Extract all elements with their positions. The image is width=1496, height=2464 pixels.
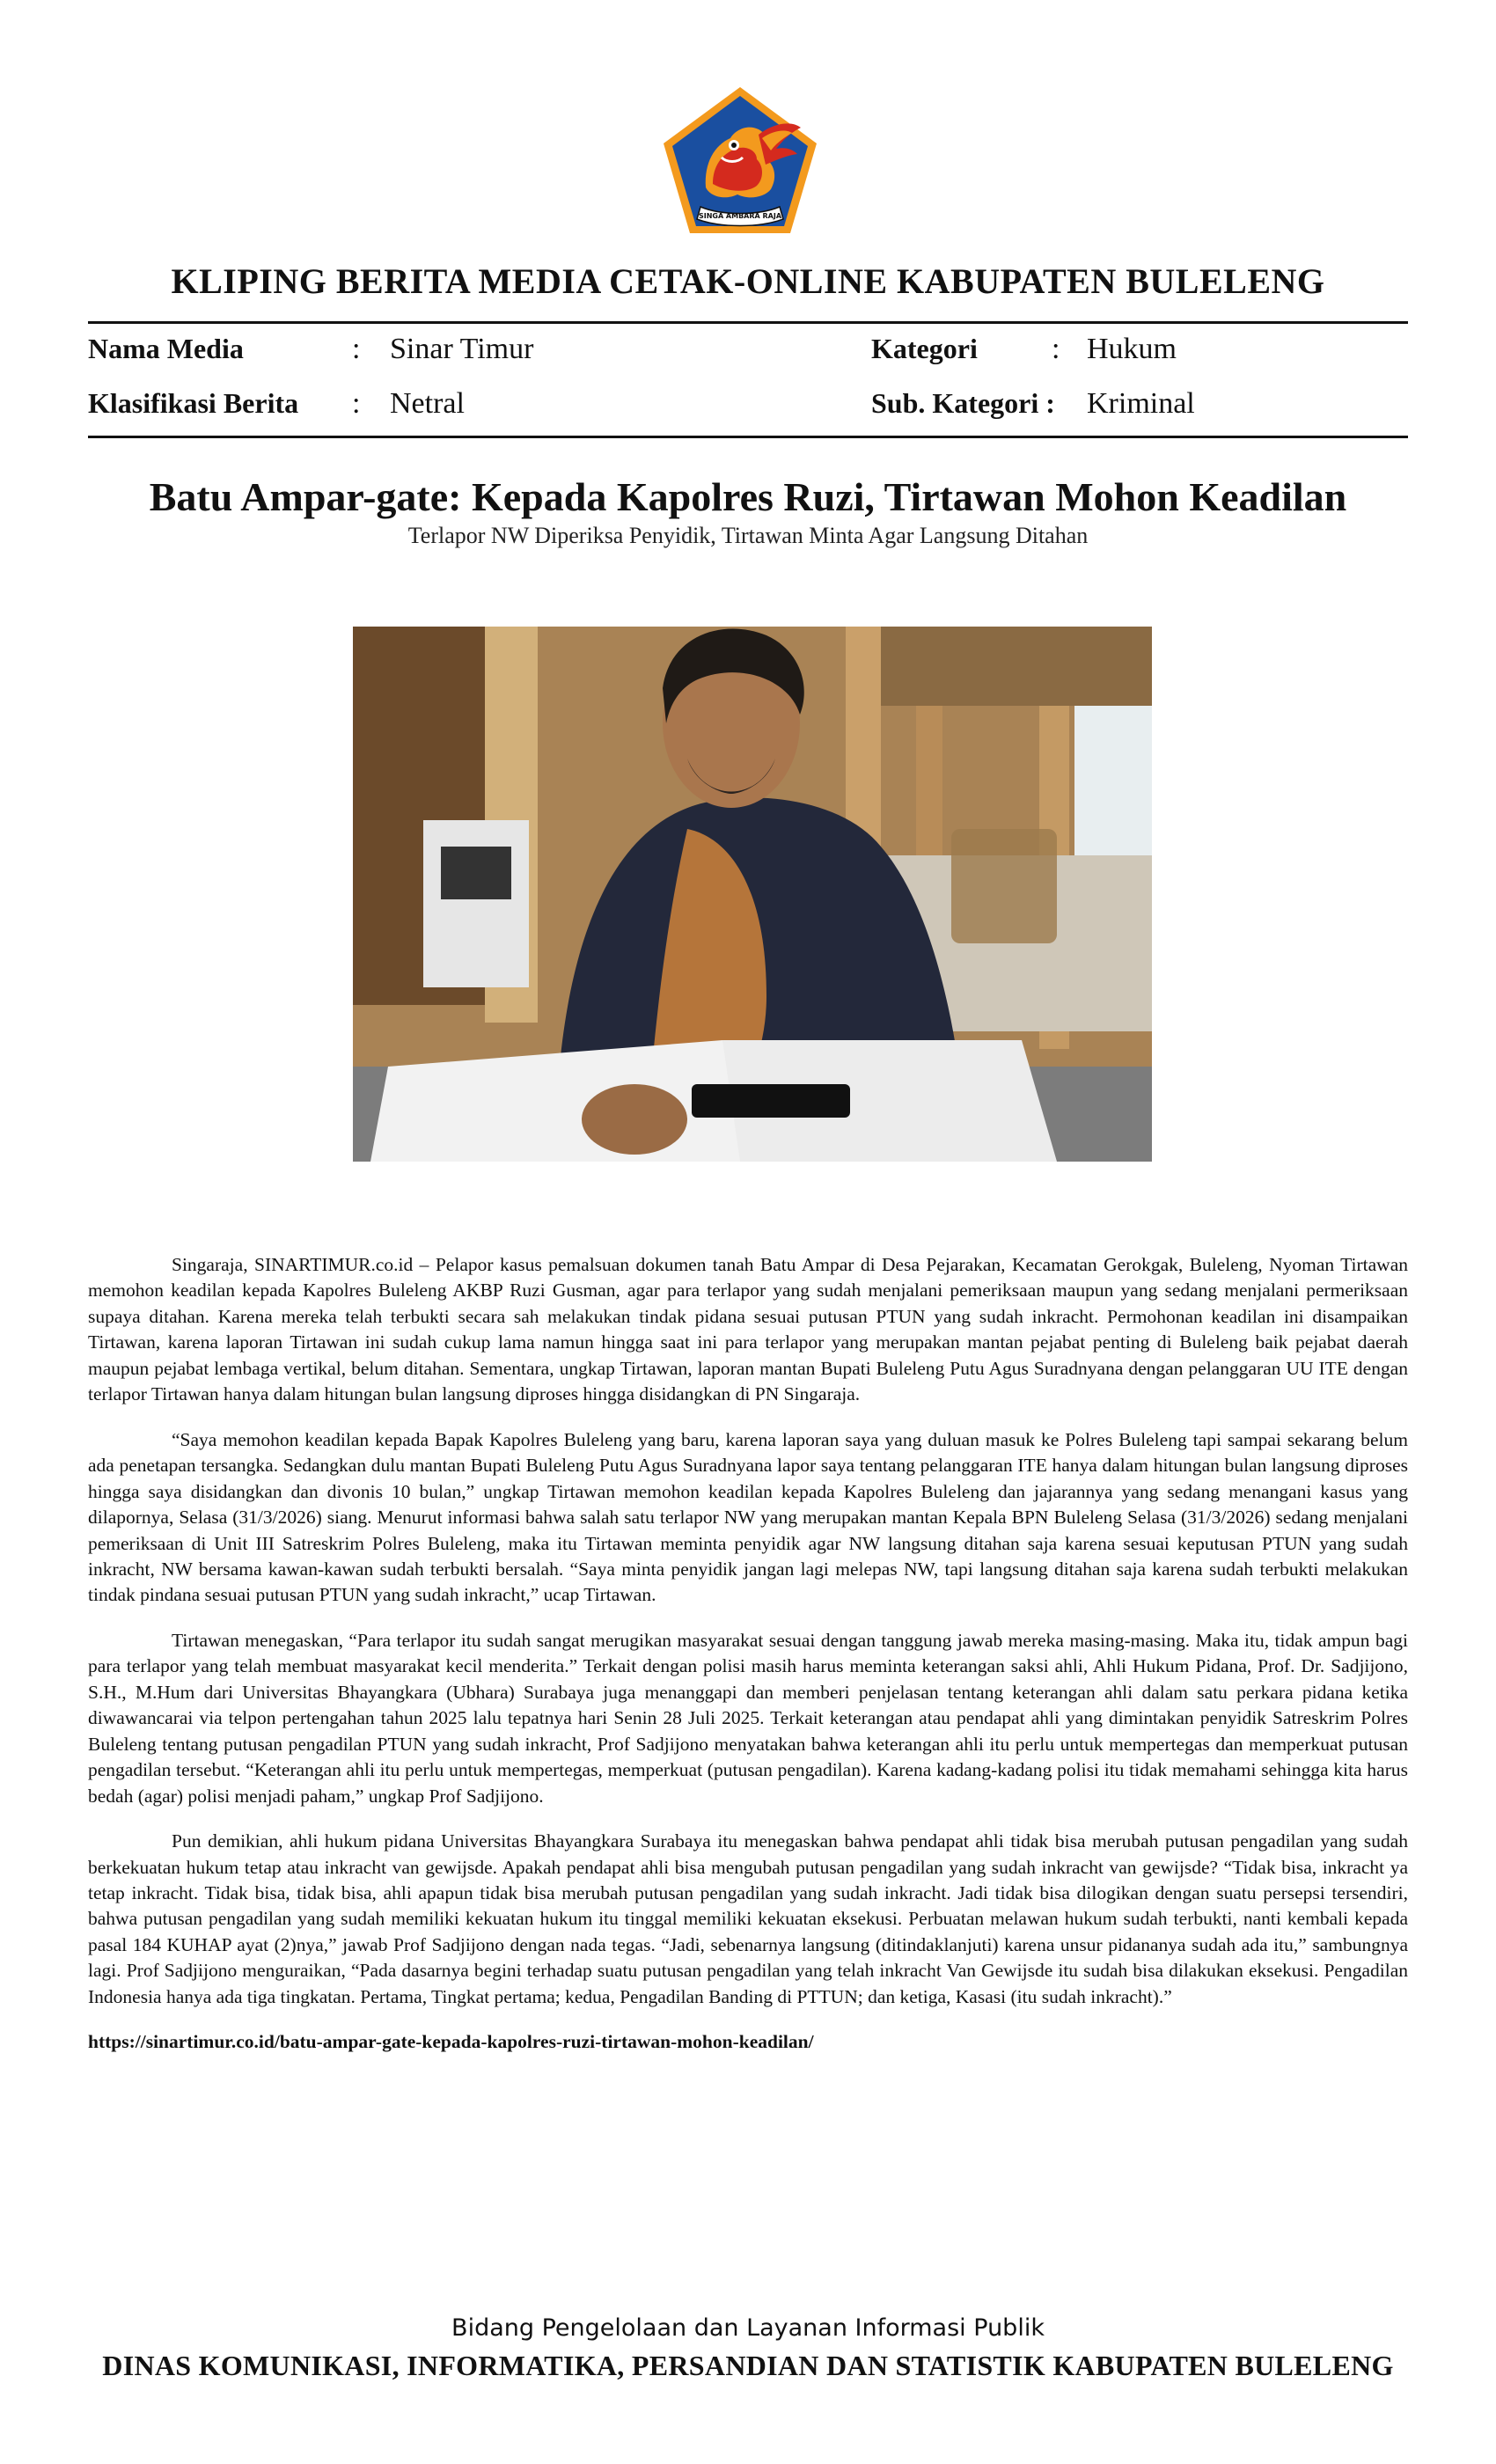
- logo-banner-text: SINGA AMBARA RAJA: [698, 212, 782, 220]
- footer-agency: DINAS KOMUNIKASI, INFORMATIKA, PERSANDIAN DAN STATISTIK KABUPATEN BULELENG: [102, 2350, 1394, 2381]
- media-name-colon: :: [352, 333, 361, 365]
- classification-colon: :: [352, 387, 361, 420]
- media-name-value: Sinar Timur: [390, 333, 534, 365]
- media-name-row: [88, 333, 244, 366]
- category-value: Hukum: [1087, 333, 1177, 365]
- article-headline: Batu Ampar-gate: Kepada Kapolres Ruzi, Tirtawan Mohon Keadilan: [149, 474, 1347, 519]
- footer-division: Bidang Pengelolaan dan Layanan Informasi Publik: [451, 2314, 1045, 2342]
- article-paragraph: Tirtawan menegaskan, “Para terlapor itu sudah sangat merugikan masyarakat sesuai dengan tanggung jawab mereka masing-masing. Maka itu, tidak ampun bagi para terlapor yang telah membuat masyarakat kecil menderita.” Terkait dengan polisi masih harus meminta keterangan saksi ahli, Ahli Hukum Pidana, Prof. Dr. Sadjijono, S.H., M.Hum dari Universitas Bhayangkara (Ubhara) Surabaya juga menanggapi dan memberi penjelasan tentang keterangan ahli dalam satu perkara pidana ketika diwawancarai via telpon pertengahan tahun 2025 lalu tepatnya hari Senin 28 Juli 2025. Terkait keterangan atau pendapat ahli yang dimintakan penyidik Satreskrim Polres Buleleng tentang putusan pengadilan PTUN yang sudah inkracht, Prof Sadjijono menyatakan bahwa keterangan ahli itu perlu untuk mempertegas dan memperkuat putusan pengadilan tersebut. “Keterangan ahli itu perlu untuk mempertegas, memperkuat (putusan pengadilan). Karena kadang-kadang polisi itu tidak memahami sehingga kita harus bedah (agar) polisi menjadi paham,” ungkap Prof Sadjijono.: [88, 1629, 1408, 1807]
- article-paragraph: “Saya memohon keadilan kepada Bapak Kapolres Buleleng yang baru, karena laporan saya yang duluan masuk ke Polres Buleleng tapi sampai sekarang belum ada penetapan tersangka. Sedangkan dulu mantan Bupati Buleleng Putu Agus Suradnyana lapor saya tentang pelanggaran ITE hanya dalam hitungan bulan langsung diproses hingga saya disidangkan dan divonis 10 bulan,” ungkap Tirtawan memohon keadilan kepada Kapolres Buleleng dan jajarannya yang sedang menangani kasus yang dilapornya, Selasa (31/3/2026) siang. Menurut informasi bahwa salah satu terlapor NW yang merupakan mantan Kepala BPN Buleleng Selasa (31/3/2026) sedang menjalani pemeriksaan di Unit III Satreskrim Polres Buleleng, maka itu Tirtawan meminta penyidik agar NW langsung ditahan saja karena sesuai keputusan PTUN yang sudah inkracht, NW bersama kawan-kawan sudah terbukti bersalah. “Saya minta penyidik jangan lagi melepas NW, tapi langsung ditahan saja karena sudah terbukti melakukan tindak pindana sesuai putusan PTUN yang sudah inkracht,” ucap Tirtawan.: [88, 1428, 1408, 1606]
- classification-label: Klasifikasi Berita: [88, 387, 299, 419]
- document-title: KLIPING BERITA MEDIA CETAK-ONLINE KABUPATEN BULELENG: [171, 261, 1325, 301]
- article-paragraph: Singaraja, SINARTIMUR.co.id – Pelapor kasus pemalsuan dokumen tanah Batu Ampar di Desa Pejarakan, Kecamatan Gerokgak, Buleleng, Nyoman Tirtawan memohon keadilan kepada Kapolres Buleleng AKBP Ruzi Gusman, agar para terlapor yang sudah menjalani pemeriksaan maupun yang sedang menjalani permeriksaan supaya ditahan. Karena mereka telah terbukti secara sah melakukan tindak pidana sesuai putusan PTUN yang sudah inkracht. Permohonan keadilan ini disampaikan Tirtawan, karena laporan Tirtawan ini sudah cukup lama namun hingga saat ini para terlapor yang merupakan mantan pejabat penting di Buleleng baik pejabat daerah maupun pejabat lembaga vertikal, belum ditahan. Sementara, ungkap Tirtawan, laporan mantan Bupati Buleleng Putu Agus Suradnyana dengan pelanggaran UU ITE dengan terlapor Tirtawan hanya dalam hitungan bulan langsung diproses hingga disidangkan di PN Singaraja.: [88, 1254, 1408, 1405]
- article-subheadline: Terlapor NW Diperiksa Penyidik, Tirtawan Minta Agar Langsung Ditahan: [407, 523, 1089, 548]
- header-bottom-divider: [88, 436, 1408, 438]
- regency-logo: [660, 84, 820, 237]
- header-top-divider: [88, 321, 1408, 324]
- category-colon: :: [1052, 333, 1060, 365]
- classification-value: Netral: [390, 387, 465, 420]
- article-body: [88, 1252, 1408, 2075]
- man-at-table-photo-icon: [353, 627, 1152, 1162]
- subcategory-row: [871, 387, 1055, 421]
- article-photo: [353, 627, 1152, 1162]
- article-paragraph: Pun demikian, ahli hukum pidana Universitas Bhayangkara Surabaya itu menegaskan bahwa pendapat ahli tidak bisa merubah putusan pengadilan yang sudah berkekuatan hukum tetap atau inkracht van gewijsde. Apakah pendapat ahli bisa mengubah putusan pengadilan yang sudah inkracht van gewijsde? “Tidak bisa, inkracht ya tetap inkracht. Tidak bisa, tidak bisa, ahli apapun tidak bisa merubah putusan pengadilan yang sudah inkracht. Jadi tidak bisa dilogikan dengan suatu persepsi tersendiri, bahwa putusan pengadilan yang sudah memiliki kekuatan hukum itu tinggal memiliki kekuatan eksekusi. Perbuatan melawan hukum sudah terbukti, nanti kembali kepada pasal 184 KUHAP ayat (2)nya,” jawab Prof Sadjijono dengan nada tegas. “Jadi, sebenarnya langsung (ditindaklanjuti) karena unsur pidananya sudah ada itu,” sambungnya lagi. Prof Sadjijono menguraikan, “Pada dasarnya begini terhadap suatu putusan pengadilan yang telah inkracht Van Gewijsde itu sudah bisa dilakukan eksekusi. Pengadilan Indonesia hanya ada tiga tingkatan. Pertama, Tingkat pertama; kedua, Pengadilan Banding di PTTUN; dan ketiga, Kasasi (itu sudah inkracht).”: [88, 1830, 1408, 2007]
- category-label: Kategori: [871, 333, 978, 364]
- category-row: [871, 333, 978, 366]
- media-name-label: Nama Media: [88, 333, 244, 364]
- classification-row: [88, 387, 298, 421]
- article-source-url[interactable]: https://sinartimur.co.id/batu-ampar-gate-kepada-kapolres-ruzi-tirtawan-mohon-keadilan/: [88, 2031, 814, 2053]
- subcategory-label: Sub. Kategori :: [871, 387, 1055, 419]
- subcategory-value: Kriminal: [1087, 387, 1195, 420]
